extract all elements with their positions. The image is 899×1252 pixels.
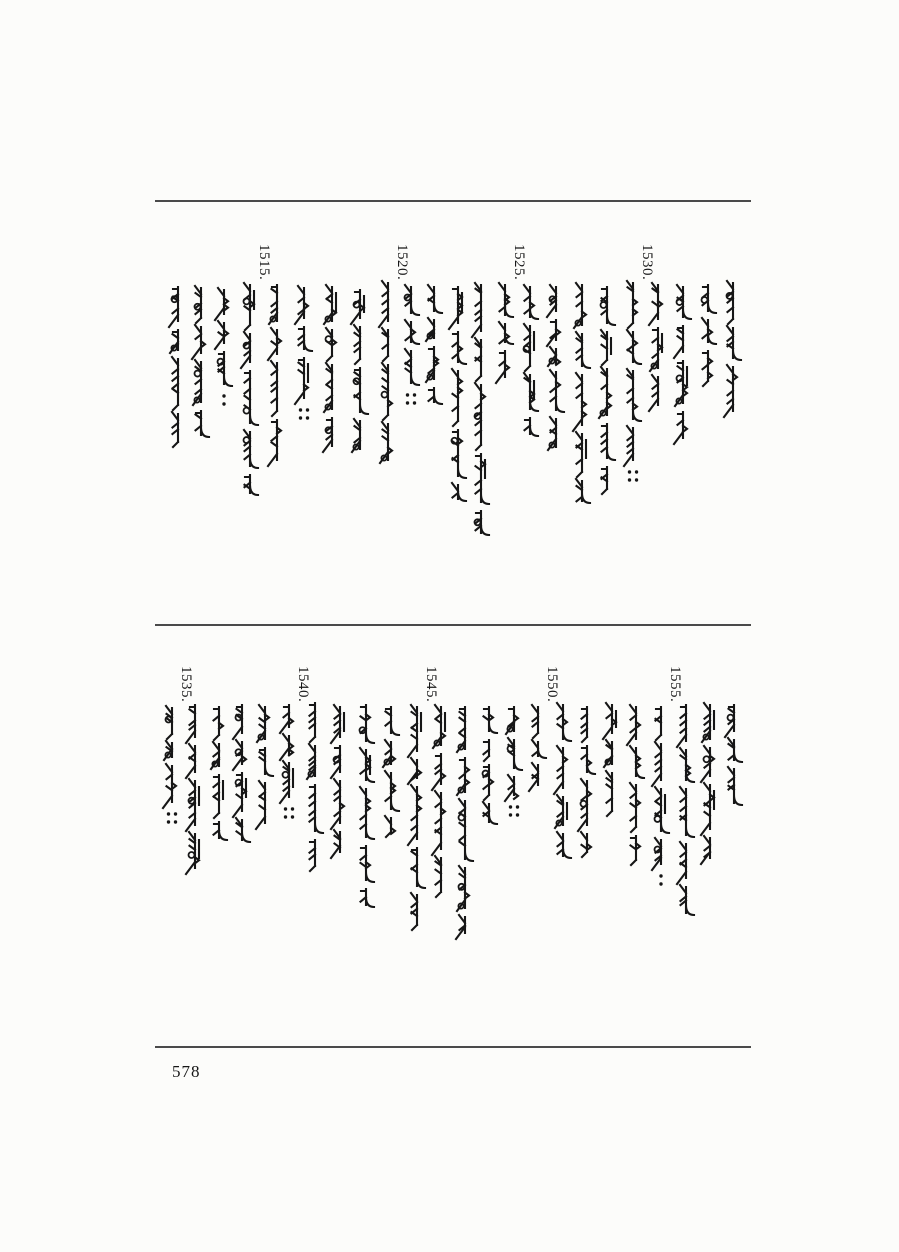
script-word bbox=[496, 351, 509, 383]
verse-line bbox=[542, 287, 570, 461]
script-word bbox=[724, 365, 737, 417]
script-word bbox=[379, 281, 388, 327]
script-word-loop bbox=[655, 816, 661, 822]
script-word bbox=[476, 511, 490, 535]
script-word bbox=[408, 758, 421, 784]
script-word-loop bbox=[601, 302, 607, 308]
verse-stop-mark bbox=[222, 394, 225, 397]
script-word bbox=[524, 373, 538, 411]
script-word bbox=[326, 328, 336, 361]
script-word bbox=[172, 412, 178, 447]
script-word bbox=[483, 802, 497, 824]
script-word bbox=[499, 283, 513, 317]
verse-line bbox=[694, 285, 722, 395]
verse-stop-mark bbox=[516, 813, 519, 816]
script-word bbox=[601, 330, 611, 365]
script-word bbox=[576, 479, 590, 503]
verse-stop-mark bbox=[291, 815, 294, 818]
script-word bbox=[652, 838, 661, 870]
script-word bbox=[652, 742, 661, 786]
script-word bbox=[456, 915, 465, 939]
script-word bbox=[680, 748, 694, 782]
script-word-loop bbox=[195, 371, 201, 377]
script-word bbox=[219, 352, 233, 386]
script-word bbox=[360, 748, 374, 782]
script-word bbox=[532, 740, 546, 758]
verse-line-number: 1545. bbox=[423, 666, 439, 703]
script-word bbox=[547, 320, 560, 346]
verse-line bbox=[619, 283, 647, 498]
script-word bbox=[244, 430, 258, 468]
script-word bbox=[215, 321, 228, 349]
script-word bbox=[508, 738, 522, 770]
script-word bbox=[163, 764, 176, 808]
verse-line bbox=[236, 285, 264, 507]
script-word bbox=[412, 848, 426, 888]
script-word-loop bbox=[189, 852, 195, 858]
section-rule bbox=[155, 624, 751, 626]
verse-stop-mark bbox=[299, 416, 302, 419]
script-word bbox=[361, 889, 375, 907]
script-word bbox=[385, 771, 399, 811]
verse-stop-mark bbox=[291, 807, 294, 810]
script-word bbox=[582, 707, 588, 742]
script-word bbox=[214, 822, 228, 840]
script-word bbox=[656, 707, 662, 740]
script-word-loop bbox=[354, 302, 360, 308]
script-word-loop bbox=[581, 801, 587, 807]
verse-stop-mark bbox=[413, 393, 416, 396]
script-word bbox=[241, 332, 250, 368]
script-word bbox=[624, 426, 633, 466]
script-word bbox=[631, 836, 641, 865]
script-word-loop bbox=[704, 756, 710, 762]
script-word bbox=[299, 327, 313, 351]
script-word bbox=[186, 779, 199, 831]
script-word bbox=[310, 703, 316, 742]
verse-line bbox=[593, 287, 621, 503]
script-word bbox=[602, 467, 608, 494]
verse-stop-mark bbox=[284, 807, 287, 810]
script-word bbox=[703, 285, 717, 313]
script-word bbox=[186, 705, 195, 743]
script-word bbox=[192, 325, 205, 359]
verse-line-number: 1540. bbox=[295, 666, 311, 703]
script-word bbox=[268, 420, 281, 466]
script-word-loop bbox=[244, 437, 250, 443]
script-word bbox=[630, 746, 644, 778]
script-word bbox=[627, 369, 641, 421]
script-word bbox=[627, 330, 641, 364]
verse-line bbox=[210, 290, 238, 421]
verse-stop-mark bbox=[222, 402, 225, 405]
verse-line bbox=[301, 703, 329, 880]
script-word bbox=[382, 328, 388, 361]
script-word bbox=[603, 703, 616, 739]
verse-line bbox=[644, 285, 672, 419]
script-word bbox=[655, 787, 669, 833]
script-word bbox=[405, 320, 419, 344]
verse-stop-mark bbox=[635, 478, 638, 481]
script-word bbox=[172, 357, 178, 410]
script-word bbox=[727, 326, 741, 360]
script-word bbox=[354, 325, 360, 364]
script-word bbox=[271, 361, 277, 416]
verse-stop-mark bbox=[509, 813, 512, 816]
script-word bbox=[557, 832, 571, 858]
verse-line bbox=[622, 707, 650, 874]
script-word-loop bbox=[244, 343, 250, 349]
script-word-loop bbox=[702, 297, 708, 303]
script-word bbox=[525, 418, 539, 436]
verse-line bbox=[669, 287, 697, 452]
script-word bbox=[432, 791, 445, 855]
script-word bbox=[295, 286, 308, 324]
script-word bbox=[408, 785, 421, 845]
script-word bbox=[215, 288, 228, 320]
script-word bbox=[627, 281, 637, 328]
script-word bbox=[576, 432, 586, 477]
script-word bbox=[459, 799, 473, 861]
script-word bbox=[475, 338, 481, 381]
script-word bbox=[186, 744, 195, 778]
script-word bbox=[385, 816, 395, 837]
script-word bbox=[677, 842, 686, 884]
script-word bbox=[701, 783, 714, 835]
script-word bbox=[323, 418, 332, 452]
script-word bbox=[449, 287, 462, 329]
verse-line bbox=[263, 285, 291, 474]
verse-line-number: 1535. bbox=[178, 666, 194, 703]
script-word bbox=[169, 287, 178, 327]
script-word-loop bbox=[283, 772, 289, 778]
script-word bbox=[360, 787, 374, 839]
script-word-loop bbox=[326, 336, 332, 342]
script-word-loop bbox=[244, 408, 250, 414]
script-word bbox=[674, 326, 683, 358]
script-word bbox=[728, 738, 742, 762]
script-word bbox=[331, 779, 344, 829]
verse-line-number: 1520. bbox=[394, 244, 410, 281]
verse-line bbox=[491, 285, 519, 391]
script-word bbox=[453, 332, 467, 364]
script-word bbox=[649, 375, 658, 411]
script-word bbox=[573, 373, 586, 431]
script-word bbox=[355, 368, 369, 414]
verse-stop-mark bbox=[406, 393, 409, 396]
verse-stop-mark bbox=[628, 478, 631, 481]
script-word bbox=[280, 705, 293, 733]
script-word bbox=[428, 285, 442, 313]
verse-line bbox=[524, 707, 552, 799]
script-word bbox=[529, 763, 538, 791]
script-word bbox=[554, 746, 567, 794]
script-word bbox=[606, 771, 612, 816]
verse-stop-mark bbox=[628, 470, 631, 473]
script-word bbox=[236, 818, 250, 842]
script-word bbox=[505, 775, 518, 801]
verse-stop-mark bbox=[659, 874, 662, 877]
verse-line-number: 1530. bbox=[639, 244, 655, 281]
verse-line bbox=[573, 707, 601, 866]
script-word bbox=[244, 283, 254, 330]
verse-stop-mark bbox=[306, 408, 309, 411]
script-word bbox=[476, 454, 490, 504]
script-word bbox=[452, 369, 462, 426]
verse-line bbox=[475, 707, 503, 836]
script-word bbox=[256, 781, 265, 829]
script-word bbox=[674, 412, 687, 444]
verse-stop-mark bbox=[306, 416, 309, 419]
verse-line bbox=[720, 705, 748, 817]
script-word bbox=[703, 351, 713, 386]
script-word-loop bbox=[218, 359, 224, 365]
script-word bbox=[361, 705, 375, 743]
verse-line-number: 1555. bbox=[667, 666, 683, 703]
script-word-loop bbox=[382, 392, 388, 398]
script-word bbox=[649, 283, 662, 325]
verse-line bbox=[346, 290, 374, 463]
script-word bbox=[260, 748, 274, 776]
footer-rule bbox=[155, 1046, 751, 1048]
script-word bbox=[280, 761, 293, 803]
script-word bbox=[310, 785, 324, 833]
script-word bbox=[581, 832, 591, 857]
script-word bbox=[245, 371, 259, 425]
verse-stop-mark bbox=[635, 470, 638, 473]
script-word bbox=[484, 740, 490, 761]
script-word bbox=[361, 846, 375, 882]
script-word bbox=[245, 475, 259, 495]
script-word bbox=[295, 358, 308, 404]
script-word bbox=[630, 783, 640, 832]
script-word bbox=[602, 424, 616, 460]
verse-stop-mark bbox=[174, 820, 177, 823]
verse-line bbox=[516, 287, 544, 448]
page-number: 578 bbox=[172, 1062, 201, 1081]
script-word bbox=[680, 787, 694, 837]
script-word bbox=[196, 411, 210, 437]
verse-stop-mark bbox=[659, 882, 662, 885]
script-word bbox=[728, 767, 742, 805]
verse-stop-mark bbox=[167, 820, 170, 823]
script-word bbox=[627, 705, 640, 745]
verse-line bbox=[647, 707, 675, 901]
verse-stop-mark bbox=[413, 401, 416, 404]
verse-stop-mark bbox=[516, 805, 519, 808]
script-word bbox=[472, 283, 481, 337]
verse-line bbox=[326, 707, 354, 866]
script-word bbox=[550, 370, 564, 412]
script-word bbox=[484, 707, 498, 733]
verse-line bbox=[568, 285, 596, 515]
verse-line bbox=[290, 288, 318, 436]
verse-stop-mark bbox=[299, 408, 302, 411]
script-word bbox=[233, 705, 242, 739]
script-word bbox=[268, 328, 281, 360]
verse-line-number: 1550. bbox=[544, 666, 560, 703]
script-word bbox=[524, 285, 538, 319]
script-word bbox=[386, 707, 400, 735]
script-word bbox=[677, 705, 686, 747]
verse-stop-mark bbox=[406, 401, 409, 404]
script-word bbox=[532, 705, 538, 738]
script-word bbox=[701, 836, 710, 864]
verse-stop-mark bbox=[174, 812, 177, 815]
script-word bbox=[557, 703, 571, 741]
script-word bbox=[214, 775, 224, 818]
verse-stop-mark bbox=[167, 812, 170, 815]
script-word-loop bbox=[244, 298, 250, 304]
script-word bbox=[429, 388, 443, 404]
verse-line bbox=[719, 283, 747, 425]
script-word bbox=[310, 840, 316, 871]
script-word bbox=[408, 705, 421, 757]
script-word bbox=[331, 705, 344, 743]
verse-line bbox=[318, 287, 346, 460]
verse-line bbox=[377, 707, 405, 846]
script-word bbox=[214, 707, 224, 740]
script-word bbox=[680, 885, 694, 915]
verse-stop-mark bbox=[284, 815, 287, 818]
verse-line bbox=[275, 705, 303, 835]
script-word bbox=[582, 746, 596, 774]
script-word bbox=[411, 893, 417, 930]
verse-stop-mark bbox=[509, 805, 512, 808]
script-word bbox=[435, 856, 441, 897]
script-word bbox=[452, 483, 466, 501]
script-word bbox=[727, 281, 733, 324]
script-word-loop bbox=[728, 715, 734, 721]
script-word bbox=[677, 285, 691, 319]
script-word bbox=[432, 754, 445, 790]
script-word-loop bbox=[677, 299, 683, 305]
script-word bbox=[602, 287, 616, 325]
verse-line bbox=[352, 705, 380, 919]
header-rule bbox=[155, 200, 751, 202]
script-word bbox=[331, 830, 340, 858]
script-word bbox=[576, 332, 590, 368]
script-word bbox=[405, 349, 419, 385]
script-word bbox=[499, 322, 513, 344]
script-word bbox=[702, 318, 716, 344]
script-word bbox=[280, 734, 293, 760]
script-word bbox=[701, 746, 714, 782]
verse-line-number: 1515. bbox=[256, 244, 272, 281]
verse-line-number: 1525. bbox=[511, 244, 527, 281]
